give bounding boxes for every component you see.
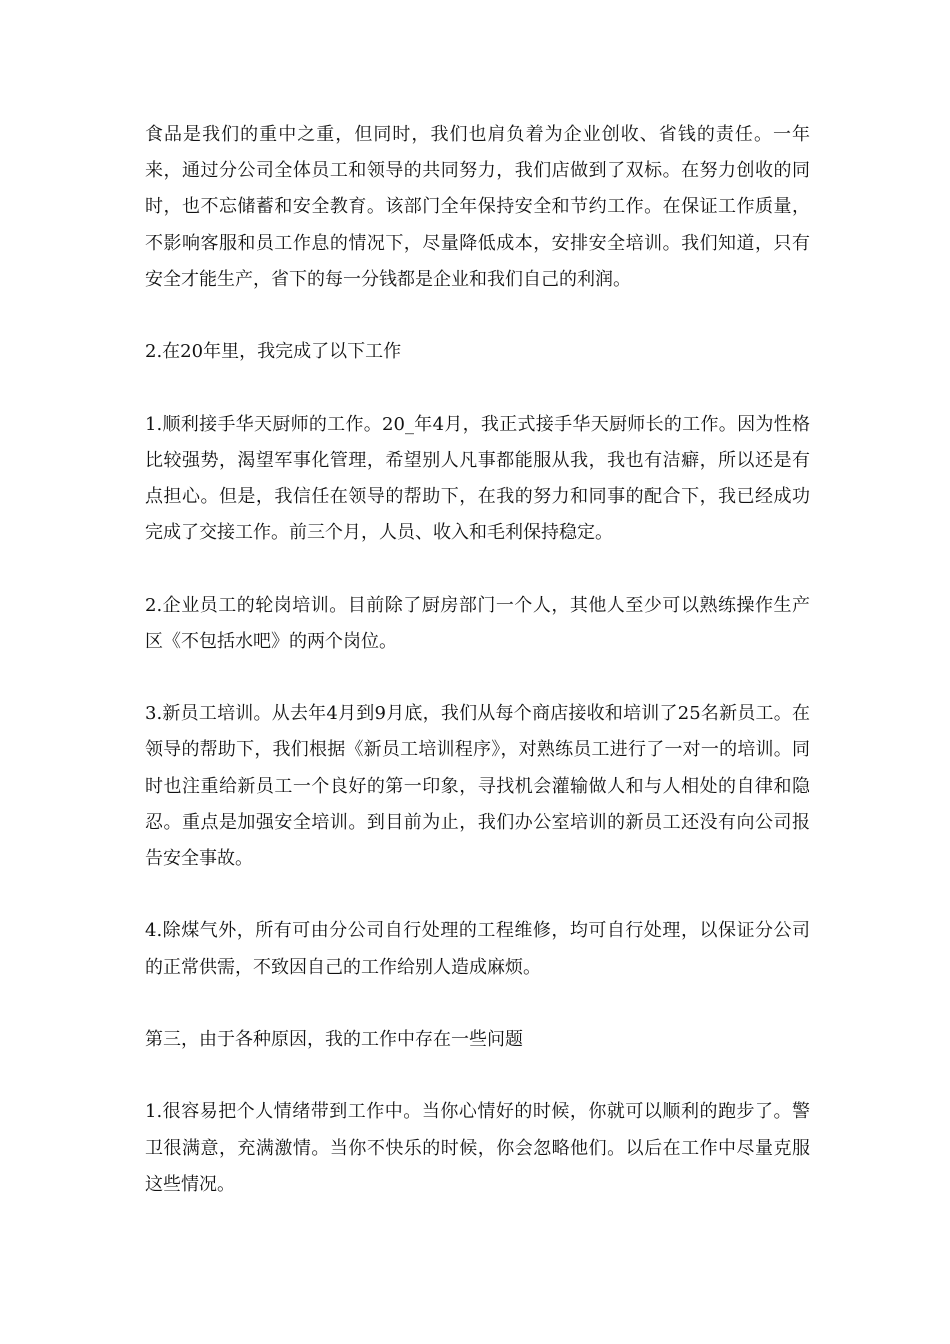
paragraph-item-1: 1.顺利接手华天厨师的工作。20_年4月，我正式接手华天厨师长的工作。因为性格比较强势，渴望军事化管理，希望别人凡事都能服从我，我也有洁癖，所以还是有点担心。但是，我信任在领导的帮助下，在我的努力和同事的配合下，我已经成功完成了交接工作。前三个月，人员、收入和毛利保持稳定。 (145, 413, 810, 544)
paragraph-item-2: 2.企业员工的轮岗培训。目前除了厨房部门一个人，其他人至少可以熟练操作生产区《不包括水吧》的两个岗位。 (145, 594, 810, 652)
paragraph-problem-1: 1.很容易把个人情绪带到工作中。当你心情好的时候，你就可以顺利的跑步了。警卫很满意，充满激情。当你不快乐的时候，你会忽略他们。以后在工作中尽量克服这些情况。 (145, 1101, 810, 1195)
section-heading-work-done: 2.在20年里，我完成了以下工作 (145, 341, 402, 363)
section-heading-problems: 第三，由于各种原因，我的工作中存在一些问题 (145, 1028, 523, 1050)
paragraph-item-4: 4.除煤气外，所有可由分公司自行处理的工程维修，均可自行处理，以保证分公司的正常供需，不致因自己的工作给别人造成麻烦。 (145, 920, 810, 978)
document-page (145, 117, 810, 1203)
paragraph-item-3: 3.新员工培训。从去年4月到9月底，我们从每个商店接收和培训了25名新员工。在领导的帮助下，我们根据《新员工培训程序》，对熟练员工进行了一对一的培训。同时也注重给新员工一个良好的第一印象，寻找机会灌输做人和与人相处的自律和隐忍。重点是加强安全培训。到目前为止，我们办公室培训的新员工还没有向公司报告安全事故。 (145, 703, 810, 869)
paragraph-intro: 食品是我们的重中之重，但同时，我们也肩负着为企业创收、省钱的责任。一年来，通过分公司全体员工和领导的共同努力，我们店做到了双标。在努力创收的同时，也不忘储蓄和安全教育。该部门全年保持安全和节约工作。在保证工作质量，不影响客服和员工作息的情况下，尽量降低成本，安排安全培训。我们知道，只有安全才能生产，省下的每一分钱都是企业和我们自己的利润。 (145, 124, 810, 290)
